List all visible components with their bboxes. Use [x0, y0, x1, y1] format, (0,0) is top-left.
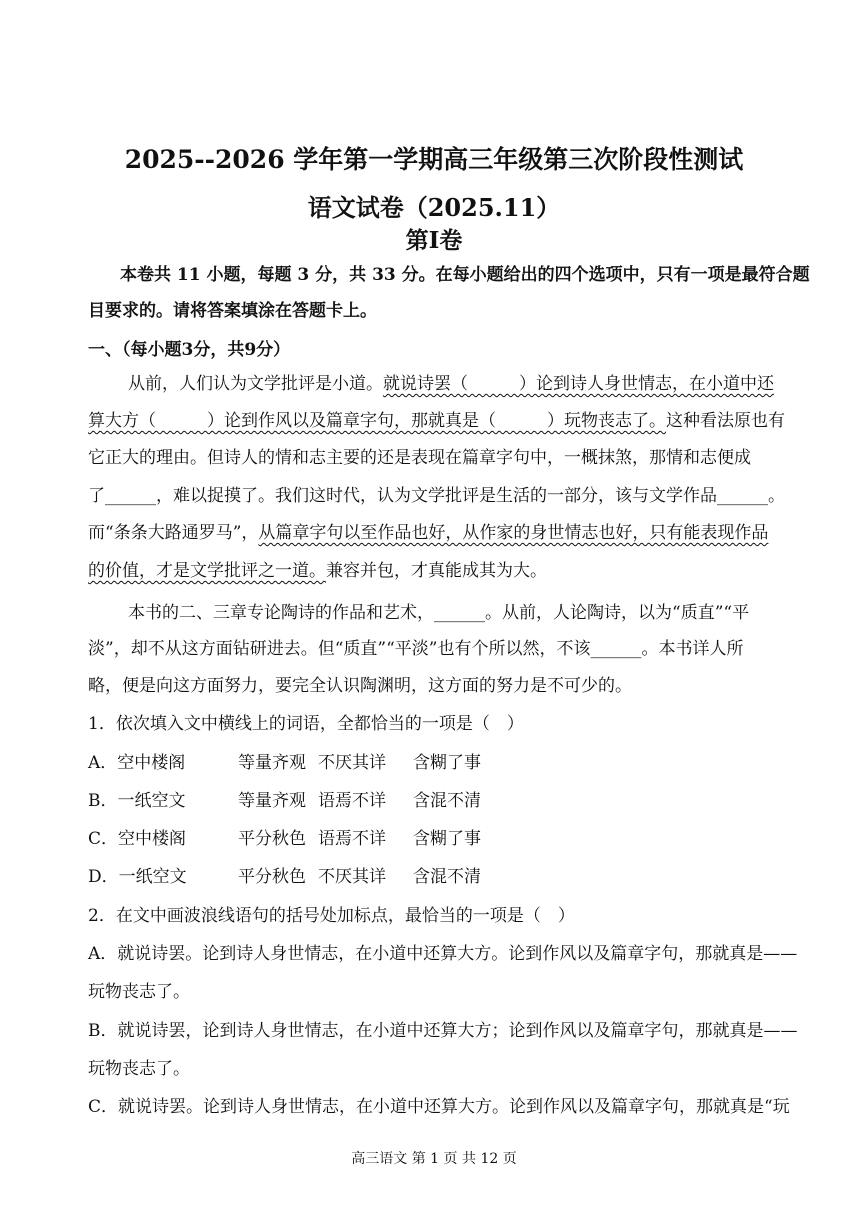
instructions-line-2: 目要求的。请将答案填涂在答题卡上。 — [88, 301, 377, 321]
option-word: 语焉不详 — [318, 791, 386, 811]
option-label: B．一纸空文 — [88, 791, 186, 811]
volume-label: 第I卷 — [405, 227, 463, 254]
passage-line — [88, 522, 768, 544]
option-word: 平分秋色 — [238, 867, 306, 887]
question-2-option-c[interactable]: C．就说诗罢。论到诗人身世情志，在小道中还算大方。论到作风以及篇章字句，那就真是“玩 — [88, 1097, 790, 1117]
option-word: 不厌其详 — [318, 867, 386, 887]
passage-text: 兼容并包，才真能成其为大。 — [326, 561, 547, 581]
option-word: 等量齐观 — [238, 753, 306, 773]
question-1-option-b[interactable] — [88, 790, 481, 812]
option-word: 语焉不详 — [318, 829, 386, 849]
question-2-option-a-cont[interactable]: 玩物丧志了。 — [88, 982, 190, 1002]
wavy-underlined-sentence: 从篇章字句以至作品也好，从作家的身世情志也好，只有能表现作品 — [258, 523, 769, 543]
question-1-option-a[interactable] — [88, 752, 481, 774]
option-word: 含混不清 — [413, 867, 481, 887]
option-word: 含糊了事 — [413, 829, 481, 849]
section-heading: 一、（每小题3分，共9分） — [88, 340, 291, 360]
passage-line — [128, 373, 774, 395]
instructions-line-1: 本卷共 11 小题，每题 3 分，共 33 分。在每小题给出的四个选项中，只有一项是最符合题 — [120, 265, 810, 285]
question-1-option-c[interactable] — [88, 828, 481, 850]
option-word: 不厌其详 — [318, 753, 386, 773]
passage-line: 它正大的理由。但诗人的情和志主要的还是表现在篇章字句中，一概抹煞，那情和志便成 — [88, 448, 751, 468]
option-word: 平分秋色 — [238, 829, 306, 849]
question-2-option-a[interactable]: A．就说诗罢。论到诗人身世情志，在小道中还算大方。论到作风以及篇章字句，那就真是—— — [88, 944, 798, 964]
wavy-underlined-sentence: 就说诗罢（ ）论到诗人身世情志，在小道中还 — [383, 374, 774, 394]
question-1-stem: 1．依次填入文中横线上的词语，全都恰当的一项是（ ） — [88, 714, 524, 734]
wavy-underlined-sentence: 的价值，才是文学批评之一道。 — [88, 561, 326, 581]
passage-text: 这种看法原也有 — [666, 411, 785, 431]
passage-line — [88, 410, 785, 432]
option-label: A．空中楼阁 — [88, 753, 186, 773]
wavy-underlined-sentence: 算大方（ ）论到作风以及篇章字句，那就真是（ ）玩物丧志了。 — [88, 411, 666, 431]
option-word: 含混不清 — [413, 791, 481, 811]
passage-text: 而“条条大路通罗马”， — [88, 523, 259, 543]
option-label: C．空中楼阁 — [88, 829, 187, 849]
question-2-option-b[interactable]: B．就说诗罢，论到诗人身世情志，在小道中还算大方；论到作风以及篇章字句，那就真是—— — [88, 1021, 798, 1041]
passage-line — [88, 560, 547, 582]
exam-subtitle: 语文试卷（2025.11） — [307, 193, 561, 222]
passage-line: 了______，难以捉摸了。我们这时代，认为文学批评是生活的一部分，该与文学作品______。 — [88, 486, 785, 506]
option-label: D．一纸空文 — [88, 867, 187, 887]
question-1-option-d[interactable] — [88, 866, 481, 888]
option-word: 等量齐观 — [238, 791, 306, 811]
option-word: 含糊了事 — [413, 753, 481, 773]
exam-title: 2025--2026 学年第一学期高三年级第三次阶段性测试 — [124, 145, 744, 174]
question-2-stem: 2．在文中画波浪线语句的括号处加标点，最恰当的一项是（ ） — [88, 906, 575, 926]
passage-text: 从前，人们认为文学批评是小道。 — [128, 374, 383, 394]
passage-line: 本书的二、三章专论陶诗的作品和艺术，______。从前，人论陶诗，以为“质直”“平 — [128, 603, 750, 623]
passage-line: 淡”，却不从这方面钻研进去。但“质直”“平淡”也有个所以然，不该______。本书详人所 — [88, 639, 744, 659]
page-footer: 高三语文 第 1 页 共 12 页 — [351, 1151, 517, 1167]
passage-line: 略，便是向这方面努力，要完全认识陶渊明，这方面的努力是不可少的。 — [88, 676, 632, 696]
question-2-option-b-cont[interactable]: 玩物丧志了。 — [88, 1059, 190, 1079]
